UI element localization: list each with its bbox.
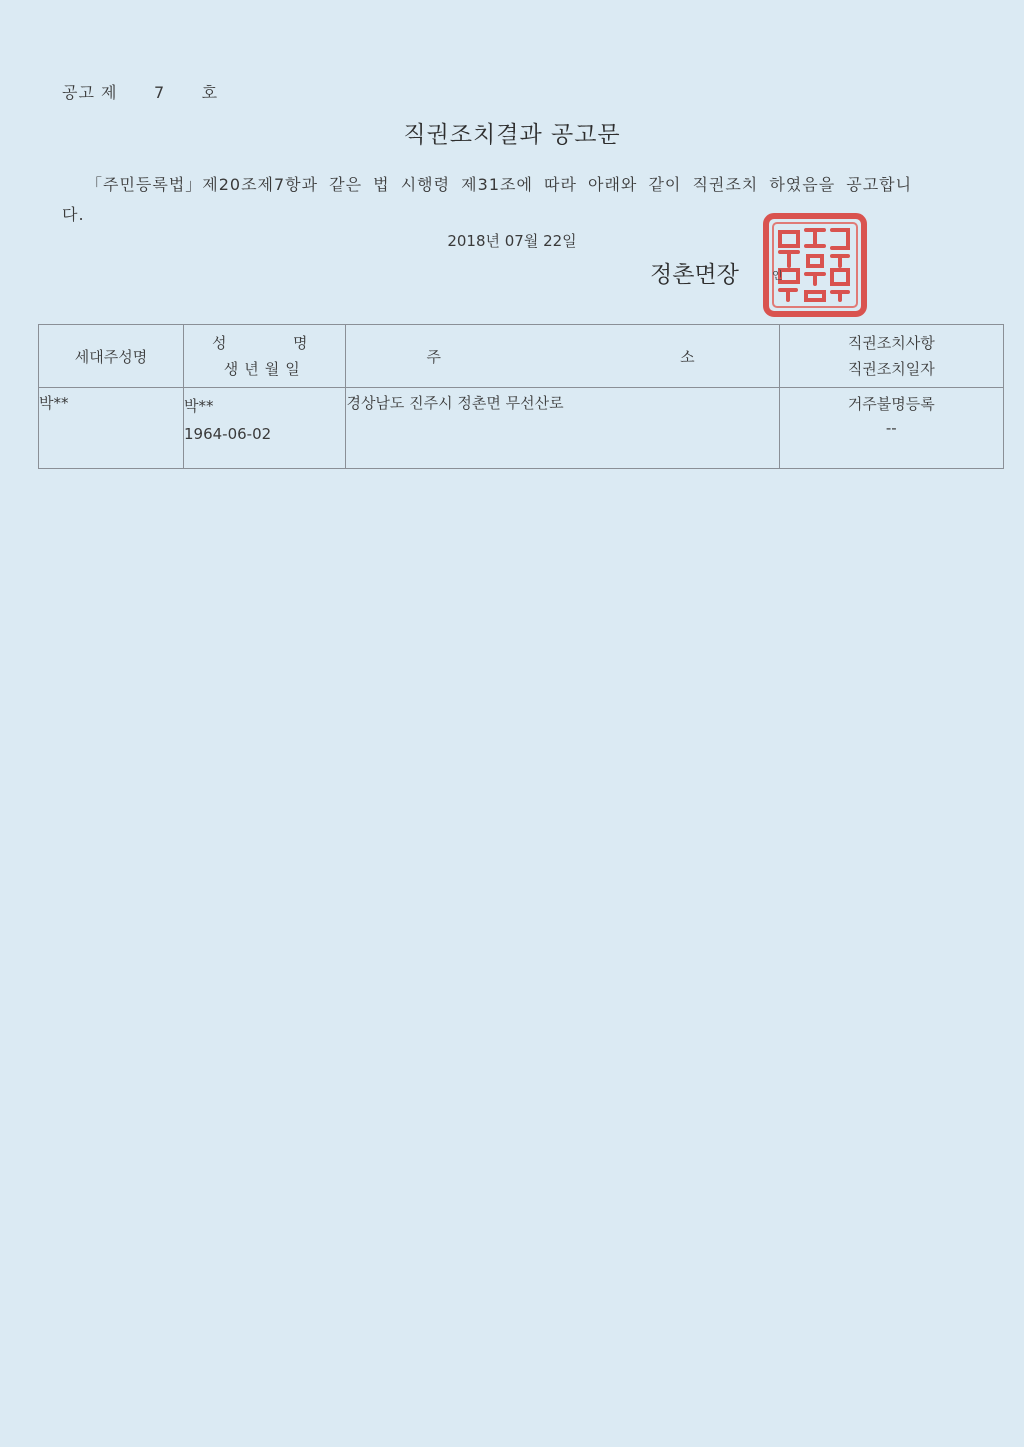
- header-birth: 생년월일: [223, 360, 306, 378]
- header-address: [346, 325, 779, 388]
- cell-name-birth: [183, 388, 345, 469]
- document-title: 직권조치결과 공고문: [403, 122, 621, 148]
- header-name-right: 명: [292, 334, 308, 352]
- signer-title: 정촌면장: [650, 262, 739, 288]
- header-name-birth: [183, 325, 345, 388]
- cell-birth: 1964-06-02: [183, 425, 272, 443]
- notice-number: 공고 제 7 호: [62, 83, 219, 102]
- header-address-right: 소: [680, 347, 695, 366]
- header-name-left: 성: [211, 334, 227, 352]
- table-header-row: [39, 325, 1004, 388]
- official-seal-stamp: [762, 212, 868, 318]
- header-action-date: 직권조치일자: [847, 360, 935, 378]
- notice-date: 2018년 07월 22일: [447, 232, 577, 250]
- header-householder: 세대주성명: [39, 325, 184, 388]
- cell-name: 박**: [183, 397, 214, 415]
- header-action-item: 직권조치사항: [847, 334, 935, 352]
- cell-action-item: 거주불명등록: [847, 395, 935, 413]
- cell-action-date: --: [885, 419, 897, 437]
- header-action: [779, 325, 1003, 388]
- action-result-table: [38, 324, 1004, 469]
- notice-body: 「주민등록법」제20조제7항과 같은 법 시행령 제31조에 따라 아래와 같이 직권조치 하였음을 공고합니다.: [62, 175, 913, 224]
- seal-mark: 인: [772, 269, 783, 282]
- cell-action: [779, 388, 1003, 469]
- table-row: [39, 388, 1004, 469]
- cell-householder: 박**: [39, 388, 184, 469]
- header-address-left: 주: [426, 347, 441, 366]
- cell-address: 경상남도 진주시 정촌면 무선산로: [346, 388, 779, 469]
